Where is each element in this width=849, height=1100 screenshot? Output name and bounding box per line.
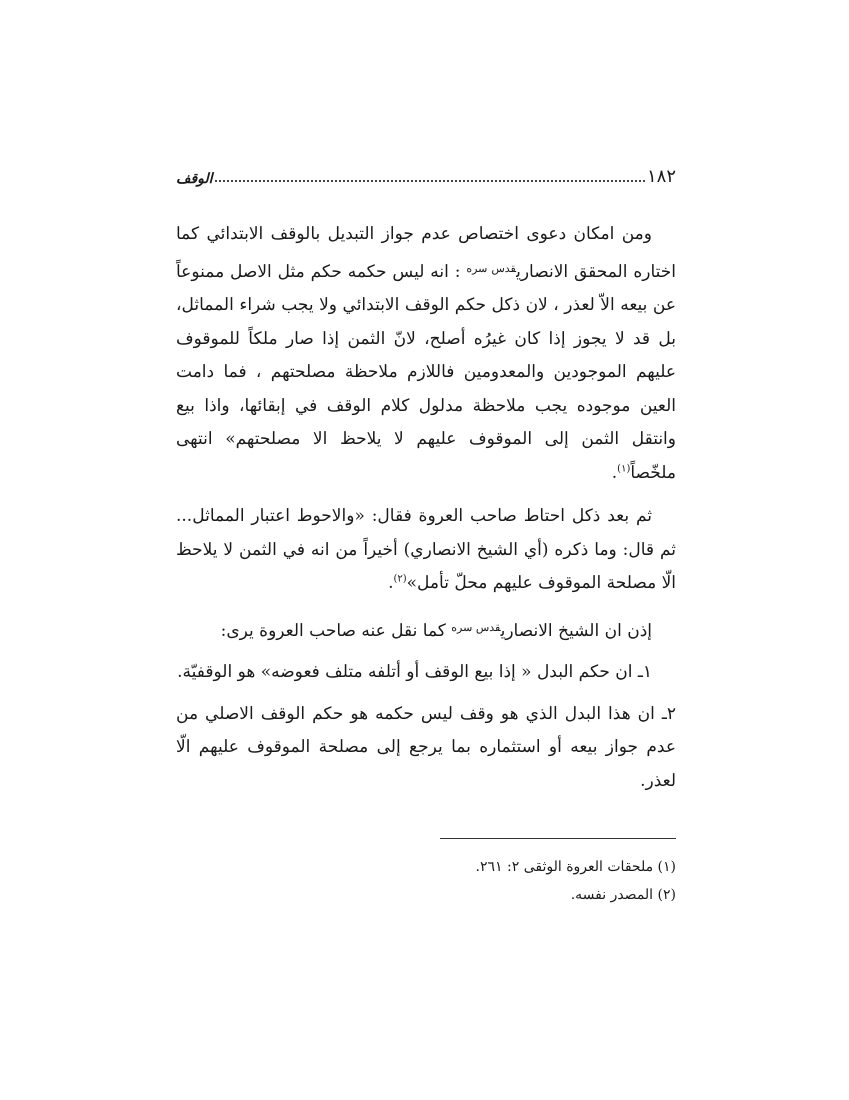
paragraph-1-continuation: : انه ليس حكمه حكم مثل الاصل ممنوعاً عن بيعه الاّ لعذر ، لان ذكل حكم الوقف الابتدائي ولا يجب شراء المماثل، بل قد لا يجوز إذا كان غيرُه أصلح، لانّ الثمن إذا صار ملكاً للموقوف عليهم الموجودين والمعدومين فاللازم ملاحظة مصلحتهم ، فما دامت العين موجوده يجب ملاحظة مدلول كلام الوقف في إبقائها، واذا بيع وانتقل الثمن إلى الموقوف عليهم لا يلاحظ الا مصلحتهم» انتهى ملخّصاً — [176, 261, 676, 483]
header-leader-dots — [215, 180, 645, 182]
paragraph-2-period: . — [388, 573, 394, 593]
header-title: الوقف — [176, 171, 213, 187]
book-page — [176, 150, 676, 909]
honorific-glyph: قدس سره — [466, 261, 517, 275]
honorific-glyph: قدس سره — [451, 620, 501, 634]
footnote-divider — [440, 838, 676, 839]
footnote-ref-2: (٢) — [393, 573, 407, 585]
list-item: ٢ـ ان هذا البدل الذي هو وقف ليس حكمه هو حكم الوقف الاصلي من عدم جواز بيعه أو استثماره بما يرجع إلى مصلحة الموقوف عليهم الّا لعذر. — [176, 703, 676, 791]
paragraph-3-text: إذن ان الشيخ الانصاري — [500, 620, 652, 641]
paragraph-3-continuation: كما نقل عنه صاحب العروة يرى: — [220, 620, 452, 641]
paragraph-2 — [176, 500, 676, 601]
paragraph-2-text: ثم بعد ذكل احتاط صاحب العروة فقال: «والاحوط اعتبار المماثل... ثم قال: وما ذكره (أي الشيخ الانصاري) أخيراً من انه في الثمن لا يلاحظ الّا مصلحة الموقوف عليهم محلّ تأمل» — [176, 506, 676, 593]
paragraph-1-period: . — [611, 462, 618, 483]
running-header — [176, 150, 676, 186]
paragraph-1-text: ومن امكان دعوى اختصاص عدم جواز التبديل بالوقف الابتدائي كما اختاره المحقق الانصاري — [176, 224, 676, 282]
footnote-1: (١) ملحقات العروة الوثقى ٢: ٢٦١. — [475, 859, 676, 875]
paragraph-1 — [176, 218, 676, 490]
paragraph-3 — [176, 611, 676, 649]
page-number: ١٨٢ — [646, 166, 676, 187]
footnote-2: (٢) المصدر نفسه. — [570, 887, 676, 903]
footnote-ref-1: (١) — [617, 462, 631, 474]
list-item: ١ـ ان حكم البدل « إذا بيع الوقف أو أتلفه متلف فعوضه» هو الوقفيّة. — [177, 662, 652, 682]
body-text — [176, 218, 676, 798]
